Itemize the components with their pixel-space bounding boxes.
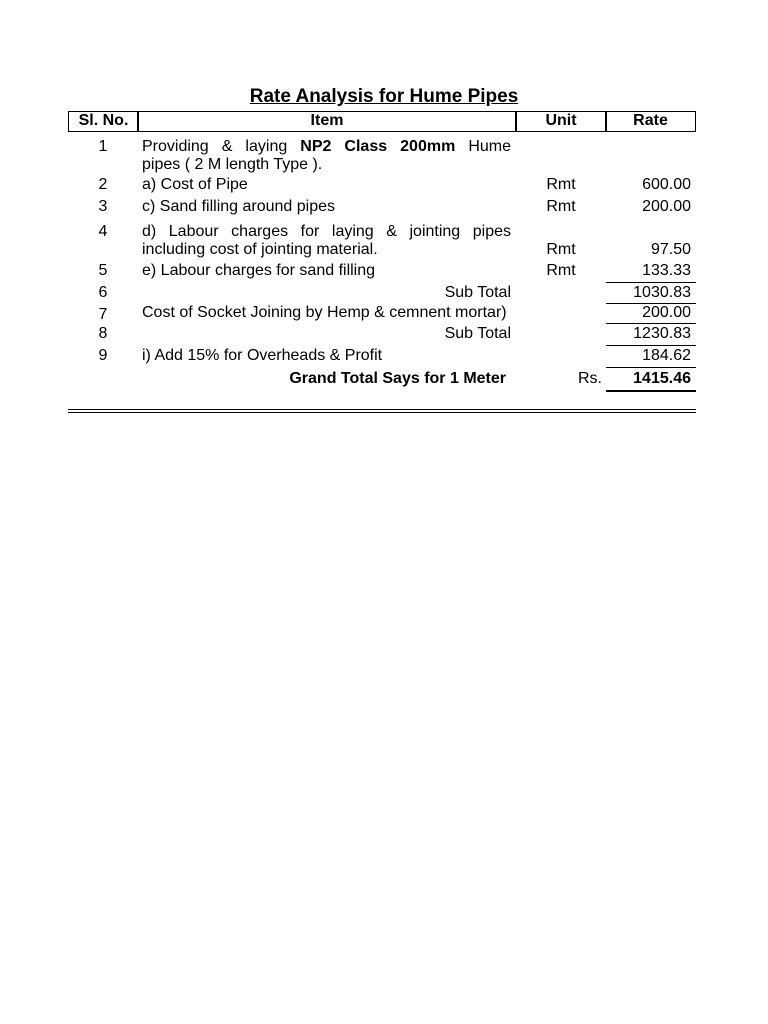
- row-3-unit: Rmt: [546, 198, 576, 215]
- row-1-item-bold: NP2 Class 200mm: [300, 138, 456, 155]
- row-1-item-line1: [142, 138, 511, 156]
- row-1-sl: 1: [98, 138, 108, 155]
- subtotal-rule-1: [606, 282, 696, 283]
- page-title: Rate Analysis for Hume Pipes: [249, 86, 519, 107]
- row-2-rate: 600.00: [642, 176, 691, 193]
- subtotal-rule-3: [606, 323, 696, 324]
- row-3-sl: 3: [98, 198, 108, 215]
- row-5-rate: 133.33: [642, 262, 691, 279]
- row-8-sl: 8: [98, 325, 108, 342]
- grand-total-label: Grand Total Says for 1 Meter: [289, 370, 506, 387]
- row-7-item: Cost of Socket Joining by Hemp & cemnent mortar): [142, 304, 507, 321]
- grand-total-value: 1415.46: [633, 370, 691, 387]
- subtotal-rule-4: [606, 345, 696, 346]
- row-9-item: i) Add 15% for Overheads & Profit: [142, 347, 383, 364]
- row-9-rate: 184.62: [642, 347, 691, 364]
- row-1-item-pre: Providing & laying: [142, 138, 301, 155]
- row-5-sl: 5: [98, 262, 108, 279]
- row-7-sl: 7: [98, 306, 108, 323]
- footer-rule-1: [68, 409, 696, 410]
- row-3-item: c) Sand filling around pipes: [142, 198, 336, 215]
- row-2-sl: 2: [98, 176, 108, 193]
- row-5-item: e) Labour charges for sand filling: [142, 262, 376, 279]
- row-4-unit: Rmt: [546, 241, 576, 258]
- footer-rule-2: [68, 412, 696, 413]
- row-8-rate: 1230.83: [633, 325, 691, 342]
- row-9-sl: 9: [98, 347, 108, 364]
- row-4-item-line2: including cost of jointing material.: [142, 241, 378, 258]
- grand-total-underline: [606, 390, 696, 392]
- row-4-rate: 97.50: [650, 241, 691, 258]
- header-sl-label: Sl. No.: [78, 112, 129, 129]
- row-3-rate: 200.00: [642, 198, 691, 215]
- row-6-rate: 1030.83: [633, 284, 691, 301]
- row-8-subtotal-label: Sub Total: [444, 325, 511, 342]
- grand-total-currency: Rs.: [578, 370, 602, 387]
- row-4-sl: 4: [98, 223, 108, 240]
- row-5-unit: Rmt: [546, 262, 576, 279]
- header-item-label: Item: [310, 112, 344, 129]
- row-6-sl: 6: [98, 284, 108, 301]
- header-unit-label: Unit: [545, 112, 577, 129]
- row-2-item: a) Cost of Pipe: [142, 176, 248, 193]
- row-2-unit: Rmt: [546, 176, 576, 193]
- row-7-rate: 200.00: [642, 304, 691, 321]
- row-6-subtotal-label: Sub Total: [444, 284, 511, 301]
- row-1-item-line2: pipes ( 2 M length Type ).: [142, 156, 323, 173]
- row-4-item-line1: d) Labour charges for laying & jointing pipes: [142, 223, 511, 240]
- row-1-item-post: Hume: [455, 138, 512, 155]
- header-rate-label: Rate: [633, 112, 668, 129]
- grand-total-top-rule: [606, 367, 696, 368]
